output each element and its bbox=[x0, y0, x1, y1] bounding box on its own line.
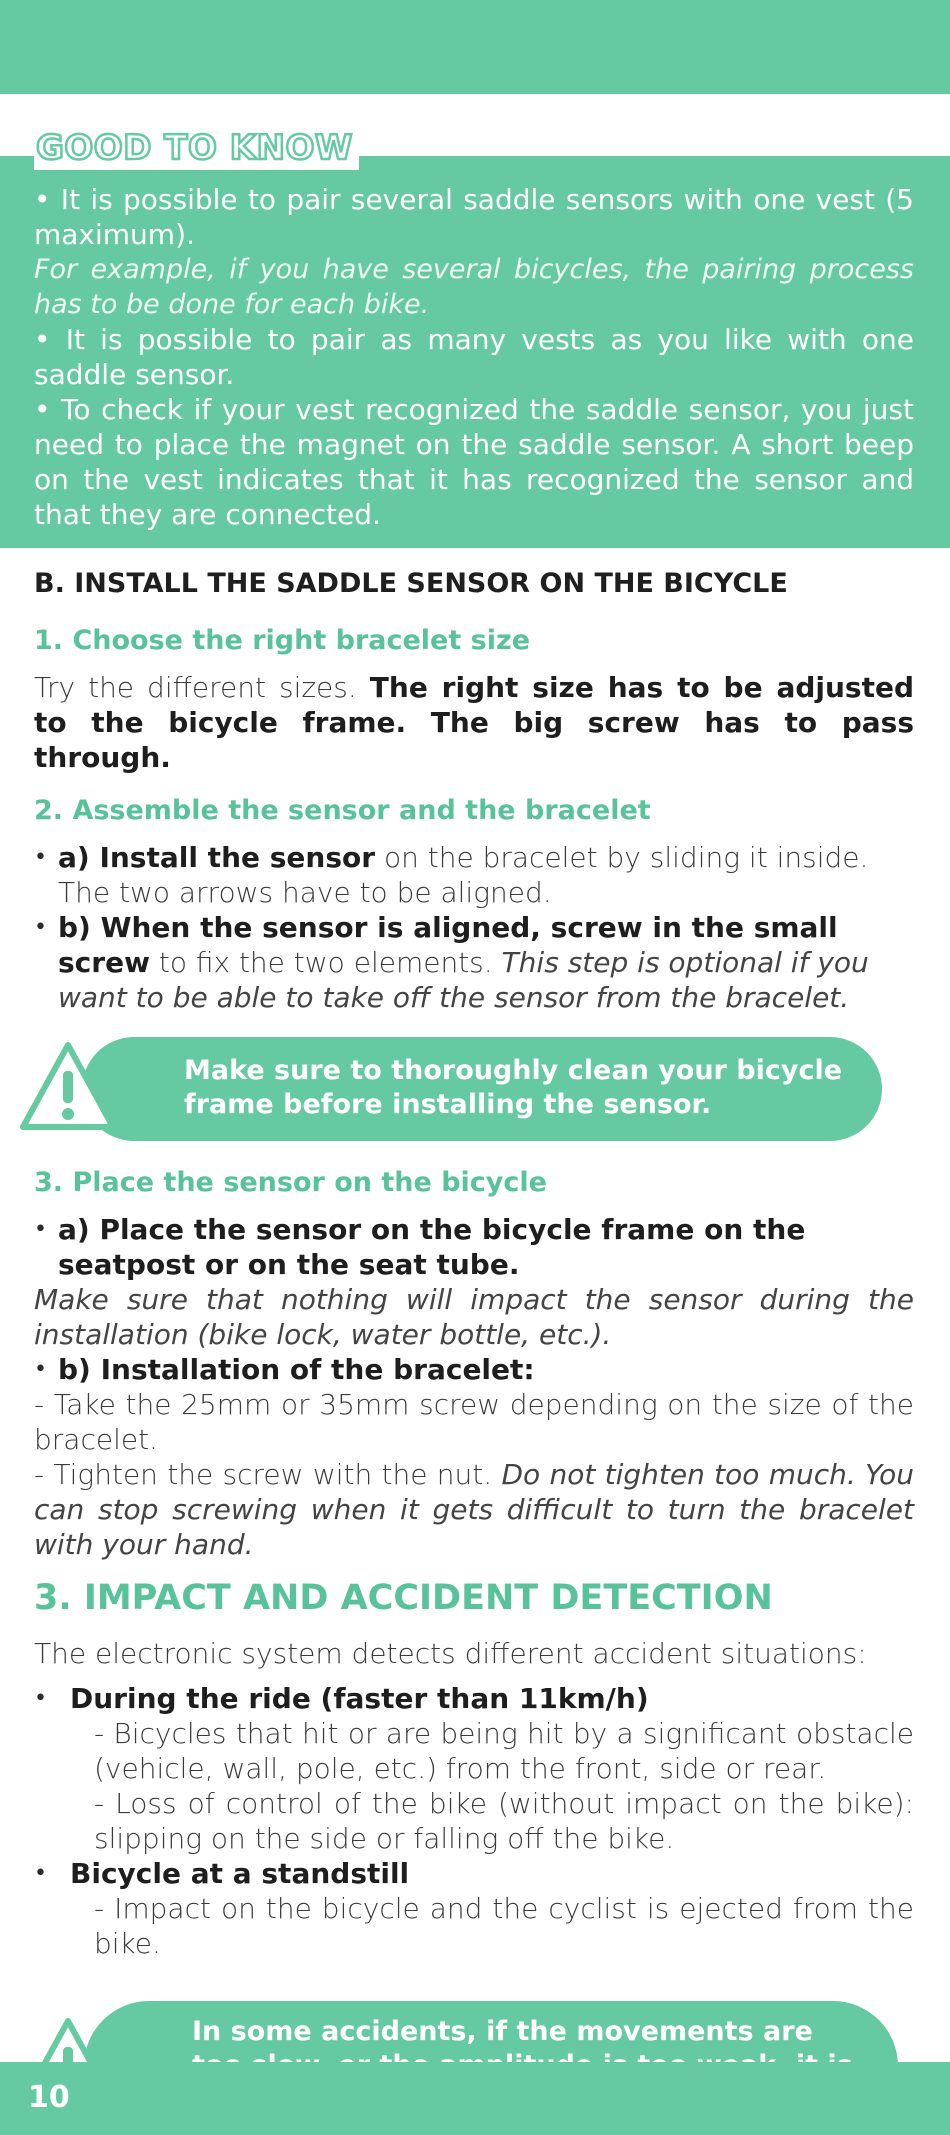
step3-b-line2 bbox=[34, 1457, 914, 1562]
main-content bbox=[34, 562, 914, 2135]
good-to-know-item: • To check if your vest recognized the saddle sensor, you just need to place the magnet on the saddle sensor. A short beep on the vest indicates that it has recognized the sensor and that they are connected. bbox=[34, 393, 914, 531]
ride-details bbox=[34, 1716, 914, 1856]
ride-line: - Bicycles that hit or are being hit by a significant obstacle (vehicle, wall, pole, etc.) from the front, side or rear. bbox=[94, 1717, 914, 1785]
step3-b-line2-italic: Do not tighten too much. You can stop screwing when it gets difficult to turn the bracelet with your hand. bbox=[34, 1458, 914, 1561]
list-item bbox=[34, 840, 914, 910]
step3-b-line2-light: - Tighten the screw with the nut. bbox=[34, 1458, 502, 1491]
footer-band bbox=[0, 2062, 950, 2135]
page-number: 10 bbox=[28, 2080, 70, 2115]
step3-b-bold: b) Installation of the bracelet: bbox=[58, 1353, 535, 1386]
warning-callout-clean bbox=[34, 1037, 914, 1141]
good-to-know-item: • It is possible to pair as many vests as you like with one saddle sensor. bbox=[34, 323, 914, 391]
list-item bbox=[34, 1352, 914, 1387]
step2-a-bold: a) Install the sensor bbox=[58, 841, 376, 874]
step3-title: 3. Place the sensor on the bicycle bbox=[34, 1167, 547, 1198]
step2-list bbox=[34, 840, 914, 1015]
good-to-know-item: • It is possible to pair several saddle sensors with one vest (5 maximum). bbox=[34, 183, 914, 251]
step1-text bbox=[34, 670, 914, 775]
list-item bbox=[34, 910, 914, 1015]
good-to-know-content bbox=[34, 182, 914, 532]
detection-list-2 bbox=[34, 1856, 914, 1891]
standstill-title: Bicycle at a standstill bbox=[70, 1857, 410, 1890]
list-item bbox=[34, 1681, 914, 1716]
step2-b-light: to fix the two elements. bbox=[149, 946, 502, 979]
step2-a-light: on the bracelet by sliding it inside. The two arrows have to be aligned. bbox=[58, 841, 869, 909]
ride-title: During the ride (faster than 11km/h) bbox=[70, 1682, 649, 1715]
standstill-line: - Impact on the bicycle and the cyclist is ejected from the bike. bbox=[94, 1892, 914, 1960]
header-band bbox=[0, 0, 950, 94]
section-3-title: 3. IMPACT AND ACCIDENT DETECTION bbox=[34, 1578, 773, 1618]
step2-b-bold: b) When the sensor is aligned, screw in the small screw bbox=[58, 911, 838, 979]
warning-triangle-icon bbox=[18, 1039, 118, 1139]
step1-text-light: Try the different sizes. bbox=[34, 671, 370, 704]
section-3-intro: The electronic system detects different accident situations: bbox=[34, 1637, 867, 1670]
step1-text-bold: The right size has to be adjusted to the bicycle frame. The big screw has to pass through. bbox=[34, 671, 914, 774]
list-item bbox=[34, 1856, 914, 1891]
good-to-know-example: For example, if you have several bicycles, the pairing process has to be done for each bike. bbox=[34, 254, 914, 320]
standstill-details bbox=[34, 1891, 914, 1961]
step3-a-bold: a) Place the sensor on the bicycle frame on the seatpost or on the seat tube. bbox=[58, 1213, 806, 1281]
detection-list bbox=[34, 1681, 914, 1716]
step2-title: 2. Assemble the sensor and the bracelet bbox=[34, 795, 651, 826]
good-to-know-title: GOOD TO KNOW bbox=[34, 126, 359, 170]
ride-line: - Loss of control of the bike (without impact on the bike): slipping on the side or falling off the bike. bbox=[94, 1787, 914, 1855]
warning-text: Make sure to thoroughly clean your bicycle frame before installing the sensor. bbox=[82, 1037, 882, 1141]
list-item bbox=[34, 1212, 914, 1282]
step1-title: 1. Choose the right bracelet size bbox=[34, 625, 531, 656]
warning-text: In some accidents, if the movements are bbox=[84, 2001, 898, 2131]
step3-b-line1: - Take the 25mm or 35mm screw depending on the size of the bracelet. bbox=[34, 1388, 914, 1456]
section-b-title: B. INSTALL THE SADDLE SENSOR ON THE BICYCLE bbox=[34, 568, 788, 599]
step3-a-note: Make sure that nothing will impact the sensor during the installation (bike lock, water bottle, etc.). bbox=[34, 1283, 914, 1351]
step3-list-b bbox=[34, 1352, 914, 1387]
step3-list-a bbox=[34, 1212, 914, 1282]
step2-b-italic: This step is optional if you want to be able to take off the sensor from the bracelet. bbox=[58, 946, 869, 1014]
